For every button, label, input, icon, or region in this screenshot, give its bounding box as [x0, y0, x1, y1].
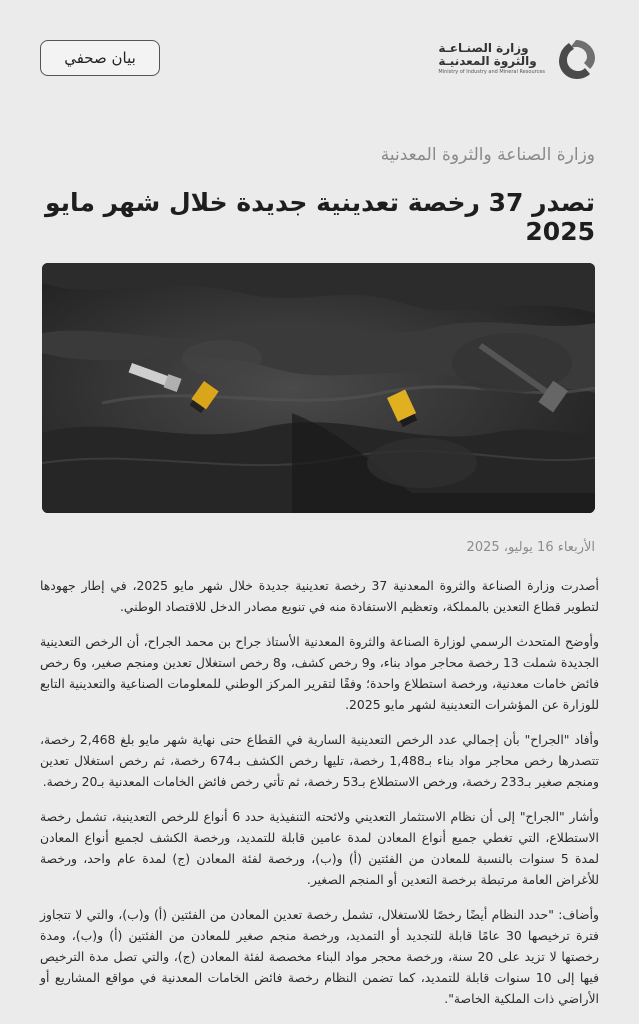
paragraph: وأضاف: "حدد النظام أيضًا رخصًا للاستغلال، تشمل رخصة تعدين المعادن من الفئتين (أ) و(ب)، والتي لا تتجاوز فترة ترخيصها 30 عامًا قابلة للتجديد أو التمديد، ورخصة منجم صغير للمعادن من الفئتين (أ) و(ب)، ومدة رخصتها لا تزيد على 20 سنة، ورخصة محجر مواد البناء مخصصة لفئة المعادن (ج)، والتي تصل مدة الترخيص فيها إلى 10 سنوات قابلة للتمديد، كما تضمن النظام رخصة فائض الخامات المعدنية في مواقع المشاريع أو الأراضي ذات الملكية الخاصة".: [40, 907, 599, 1006]
page-header: [40, 36, 599, 86]
article-hero-image: [42, 263, 595, 513]
paragraph: وأفاد "الجراح" بأن إجمالي عدد الرخص التعدينية السارية في القطاع حتى نهاية شهر مايو بلغ 2,468 رخصة، تتصدرها رخص محاجر مواد بناء بـ1,488 رخصة، تليها رخص الكشف بـ674 رخصة، ثم رخص استغلال تعدين ومنجم صغير بـ233 رخصة، ورخص الاستطلاع بـ53 رخصة، ثم تأتي رخص فائض الخامات المعدنية بـ20 رخصة.: [40, 732, 599, 789]
logo-name-line1: وزارة الصنـاعـة: [438, 41, 529, 56]
logo-name-english: Ministry of Industry and Mineral Resources: [438, 69, 545, 76]
paragraph: أصدرت وزارة الصناعة والثروة المعدنية 37 رخصة تعدينية جديدة خلال شهر مايو 2025، في إطار جهودها لتطوير قطاع التعدين بالمملكة، وتعظيم الاستفادة منه في تنويع مصادر الدخل للاقتصاد الوطني.: [40, 578, 599, 614]
ministry-name: وزارة الصناعة والثروة المعدنية: [380, 145, 595, 165]
logo-name-line2: والثروة المعدنيـة: [438, 53, 537, 68]
press-release-button[interactable]: بيان صحفي: [40, 40, 160, 76]
mining-site-aerial-photo-icon: [42, 263, 595, 513]
article-date: الأربعاء 16 يوليو، 2025: [466, 540, 595, 555]
article-title: تصدر 37 رخصة تعدينية جديدة خلال شهر مايو 2025: [45, 188, 595, 246]
paragraph: وأشار "الجراح" إلى أن نظام الاستثمار التعديني ولائحته التنفيذية حدد 6 أنواع للرخص التعدينية، تشمل رخصة الاستطلاع، التي تغطي جميع أنواع المعادن لمدة عامين قابلة للتمديد، ورخصة الكشف لجميع أنواع المعادن لمدة 5 سنوات بالنسبة للمعادن من الفئتين (أ) و(ب)، ورخصة لفئة المعادن (ج) لمدة عام واحد، ورخصة للأغراض العامة مرتبطة برخصة التعدين أو المنجم الصغير.: [40, 809, 599, 887]
paragraph: وأوضح المتحدث الرسمي لوزارة الصناعة والثروة المعدنية الأستاذ جراح بن محمد الجراح، أن الرخص التعدينية الجديدة شملت 13 رخصة محاجر مواد بناء، و9 رخص كشف، و8 رخص استغلال تعدين ومنجم صغير، و6 رخص فائض خامات معدنية، ورخصة استطلاع واحدة؛ وفقًا لتقرير المركز الوطني للمعلومات الصناعية والتعدينية التابع للوزارة عن المؤشرات التعدينية لشهر مايو 2025.: [40, 634, 600, 712]
ministry-logo[interactable]: [438, 36, 599, 82]
article-body: [40, 575, 599, 1023]
ministry-logo-icon: [553, 36, 599, 82]
ministry-logo-text: [438, 42, 545, 75]
